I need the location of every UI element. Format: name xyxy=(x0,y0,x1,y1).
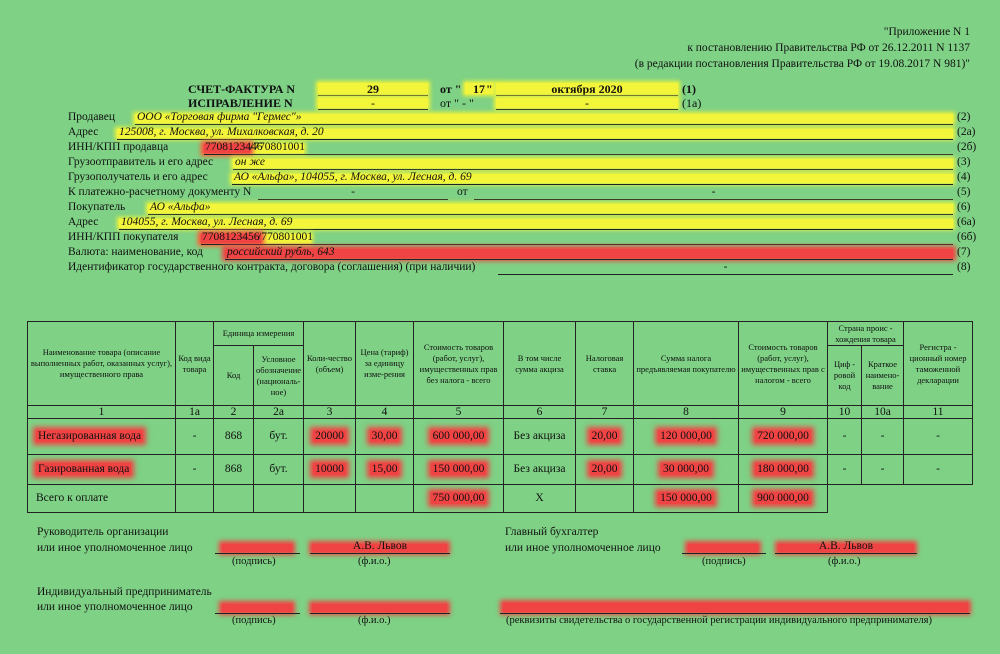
payment-doc-line xyxy=(258,199,448,200)
header-excise: В том числе сумма акциза xyxy=(504,322,576,406)
seller-inn-label: ИНН/КПП продавца xyxy=(68,141,169,153)
head-signature-caption: (подпись) xyxy=(232,556,276,567)
appendix-note xyxy=(635,24,970,72)
payment-doc-label: К платежно-расчетному документу N xyxy=(68,186,252,198)
consignee-label: Грузополучатель и его адрес xyxy=(68,171,208,183)
accountant-signature-caption: (подпись) xyxy=(702,556,746,567)
seller-kpp-value: /770801001 xyxy=(250,141,305,153)
code-1: (1) xyxy=(682,82,696,96)
correction-label: ИСПРАВЛЕНИЕ N xyxy=(188,96,293,110)
total-tax: 150 000,00 xyxy=(660,492,712,504)
payment-doc-from: от xyxy=(457,186,468,198)
code-2b: (2б) xyxy=(957,141,977,153)
consignee-value: АО «Альфа», 104055, г. Москва, ул. Лесная, д. 69 xyxy=(234,171,472,183)
invoice-day-quote: " xyxy=(486,82,493,96)
goods-table xyxy=(27,321,973,513)
header-unit-code: Код xyxy=(214,346,254,406)
code-6a: (6а) xyxy=(957,216,976,228)
accountant-name-caption: (ф.и.о.) xyxy=(828,556,861,567)
head-label-2: или иное уполномоченное лицо xyxy=(37,542,193,554)
contract-id-value: - xyxy=(723,261,728,273)
col-num: 6 xyxy=(504,406,576,419)
currency-label: Валюта: наименование, код xyxy=(68,246,203,258)
shipper-label: Грузоотправитель и его адрес xyxy=(68,156,214,168)
seller-address-value: 125008, г. Москва, ул. Михалковская, д. 20 xyxy=(119,126,324,138)
item-excise: Без акциза xyxy=(504,419,576,455)
total-row xyxy=(28,485,973,513)
col-num: 11 xyxy=(904,406,973,419)
code-6b: (6б) xyxy=(957,231,977,243)
head-name-caption: (ф.и.о.) xyxy=(358,556,391,567)
correction-number: - xyxy=(371,96,375,110)
ip-name-redaction xyxy=(312,604,447,612)
appendix-line-3: (в редакции постановления Правительства РФ от 19.08.2017 N 981)" xyxy=(634,58,970,70)
payment-doc-date-line xyxy=(474,199,953,200)
item-kind: - xyxy=(176,419,214,455)
total-label: Всего к оплате xyxy=(28,485,176,513)
ip-signature-redaction xyxy=(222,604,292,612)
ip-registration-caption: (реквизиты свидетельства о государственной регистрации индивидуального предпринимателя) xyxy=(506,615,932,626)
ip-signature-line xyxy=(215,613,300,614)
item-name: Газированная вода xyxy=(38,463,130,475)
buyer-address-line xyxy=(119,229,953,230)
currency-value: российский рубль, 643 xyxy=(227,246,335,258)
item-cost: 150 000,00 xyxy=(432,463,485,475)
invoice-from-label: от " xyxy=(440,82,462,96)
head-label-1: Руководитель организации xyxy=(37,526,169,538)
head-name-line xyxy=(310,553,450,554)
item-price: 15,00 xyxy=(371,463,398,475)
item-unit-code: 868 xyxy=(214,455,254,485)
item-unit-code: 868 xyxy=(214,419,254,455)
item-total: 180 000,00 xyxy=(757,463,809,475)
col-num: 2а xyxy=(254,406,304,419)
col-num: 7 xyxy=(576,406,634,419)
seller-line xyxy=(135,124,953,125)
ip-signature-caption: (подпись) xyxy=(232,615,276,626)
item-tax: 120 000,00 xyxy=(660,430,712,442)
seller-label: Продавец xyxy=(68,111,116,123)
buyer-address-value: 104055, г. Москва, ул. Лесная, д. 69 xyxy=(121,216,293,228)
seller-address-label: Адрес xyxy=(68,126,99,138)
header-customs: Регистра - ционный номер таможенной декларации xyxy=(904,322,973,406)
item-country-name: - xyxy=(862,455,904,485)
invoice-number: 29 xyxy=(367,82,379,96)
item-unit: бут. xyxy=(254,419,304,455)
item-kind: - xyxy=(176,455,214,485)
buyer-highlight xyxy=(148,204,953,213)
payment-doc-date: - xyxy=(711,186,716,198)
col-num: 9 xyxy=(739,406,828,419)
item-rate: 20,00 xyxy=(591,430,618,442)
buyer-inn-line xyxy=(201,244,953,245)
col-num: 4 xyxy=(356,406,414,419)
header-price: Цена (тариф) за единицу изме-рения xyxy=(356,322,414,406)
table-row xyxy=(28,419,973,455)
consignee-line xyxy=(232,184,953,185)
item-country-code: - xyxy=(828,455,862,485)
currency-line xyxy=(225,259,953,260)
item-excise: Без акциза xyxy=(504,455,576,485)
accountant-signature-redaction xyxy=(688,544,758,552)
shipper-line xyxy=(233,169,953,170)
code-6: (6) xyxy=(957,201,971,213)
col-num: 10а xyxy=(862,406,904,419)
buyer-inn-hidden: 7708123456 xyxy=(202,231,260,243)
correction-from: от " - " xyxy=(440,96,474,110)
header-country-code: Циф - ровой код xyxy=(828,346,862,406)
item-qty: 10000 xyxy=(315,463,344,475)
buyer-inn-label: ИНН/КПП покупателя xyxy=(68,231,179,243)
accountant-label-1: Главный бухгалтер xyxy=(505,526,599,538)
code-3: (3) xyxy=(957,156,971,168)
ip-label-2: или иное уполномоченное лицо xyxy=(37,601,193,613)
appendix-line-1: "Приложение N 1 xyxy=(883,26,970,38)
buyer-address-label: Адрес xyxy=(68,216,99,228)
table-row xyxy=(28,455,973,485)
buyer-line xyxy=(148,214,953,215)
head-name: А.В. Львов xyxy=(352,540,408,552)
item-tax: 30 000,00 xyxy=(663,463,710,475)
accountant-signature-line xyxy=(682,553,766,554)
item-customs: - xyxy=(904,455,973,485)
ip-name-line xyxy=(310,613,450,614)
seller-inn-hidden: 7708123446 xyxy=(205,141,263,153)
code-2a: (2а) xyxy=(957,126,976,138)
accountant-label-2: или иное уполномоченное лицо xyxy=(505,542,661,554)
appendix-line-2: к постановлению Правительства РФ от 26.12.2011 N 1137 xyxy=(687,42,970,54)
item-country-name: - xyxy=(862,419,904,455)
header-unit-symbol: Условное обозначение (националь-ное) xyxy=(254,346,304,406)
col-num: 3 xyxy=(304,406,356,419)
col-num: 10 xyxy=(828,406,862,419)
contract-id-line xyxy=(498,274,953,275)
seller-value: ООО «Торговая фирма "Гермес"» xyxy=(137,111,302,123)
ip-label-1: Индивидуальный предприниматель xyxy=(37,586,212,598)
col-num: 5 xyxy=(414,406,504,419)
col-num: 8 xyxy=(634,406,739,419)
item-unit: бут. xyxy=(254,455,304,485)
head-signature-redaction xyxy=(222,544,292,552)
code-8: (8) xyxy=(957,261,971,273)
total-cost: 750 000,00 xyxy=(432,492,485,504)
code-5: (5) xyxy=(957,186,971,198)
invoice-month-year: октября 2020 xyxy=(551,82,623,96)
header-tax-sum: Сумма налога предъявляемая покупателю xyxy=(634,322,739,406)
total-excise: Х xyxy=(504,485,576,513)
item-country-code: - xyxy=(828,419,862,455)
header-unit: Единица измерения xyxy=(214,322,304,346)
item-rate: 20,00 xyxy=(591,463,618,475)
header-rate: Налоговая ставка xyxy=(576,322,634,406)
code-4: (4) xyxy=(957,171,971,183)
item-name: Негазированная вода xyxy=(38,430,142,442)
invoice-day: 17 xyxy=(473,82,485,96)
ip-name-caption: (ф.и.о.) xyxy=(358,615,391,626)
accountant-name-line xyxy=(775,553,917,554)
item-customs: - xyxy=(904,419,973,455)
ip-registration-line xyxy=(500,613,970,614)
col-num: 2 xyxy=(214,406,254,419)
col-num: 1а xyxy=(176,406,214,419)
item-qty: 20000 xyxy=(315,430,344,442)
accountant-name: А.В. Львов xyxy=(818,540,874,552)
code-2: (2) xyxy=(957,111,971,123)
header-country: Страна проис - хождения товара xyxy=(828,322,904,346)
buyer-label: Покупатель xyxy=(68,201,126,213)
head-signature-line xyxy=(215,553,300,554)
seller-address-line xyxy=(117,139,953,140)
invoice-label: СЧЕТ-ФАКТУРА N xyxy=(188,82,296,96)
payment-doc-number: - xyxy=(351,186,355,198)
correction-date-line xyxy=(496,109,678,110)
correction-date: - xyxy=(585,96,589,110)
ip-registration-redaction xyxy=(503,603,968,612)
header-cost-no-tax: Стоимость товаров (работ, услуг), имущественных прав без налога - всего xyxy=(414,322,504,406)
contract-id-label: Идентификатор государственного контракта, договора (соглашения) (при наличии) xyxy=(68,261,476,273)
item-total: 720 000,00 xyxy=(757,430,809,442)
shipper-value: он же xyxy=(235,156,265,168)
buyer-kpp-value: /770801001 xyxy=(258,231,313,243)
header-cost-with-tax: Стоимость товаров (работ, услуг), имущественных прав с налогом - всего xyxy=(739,322,828,406)
buyer-value: АО «Альфа» xyxy=(150,201,211,213)
correction-number-line xyxy=(318,109,428,110)
column-numbers-row xyxy=(28,406,973,419)
total-sum: 900 000,00 xyxy=(757,492,809,504)
header-name: Наименование товара (описание выполненных работ, оказанных услуг), имущественного права xyxy=(28,322,176,406)
item-cost: 600 000,00 xyxy=(432,430,485,442)
header-qty: Коли-чество (объем) xyxy=(304,322,356,406)
col-num: 1 xyxy=(28,406,176,419)
code-1a: (1а) xyxy=(682,96,702,110)
code-7: (7) xyxy=(957,246,971,258)
seller-inn-line xyxy=(204,154,953,155)
item-price: 30,00 xyxy=(371,430,398,442)
header-kind-code: Код вида товара xyxy=(176,322,214,406)
shipper-highlight xyxy=(233,159,953,168)
header-country-name: Краткое наимено-вание xyxy=(862,346,904,406)
